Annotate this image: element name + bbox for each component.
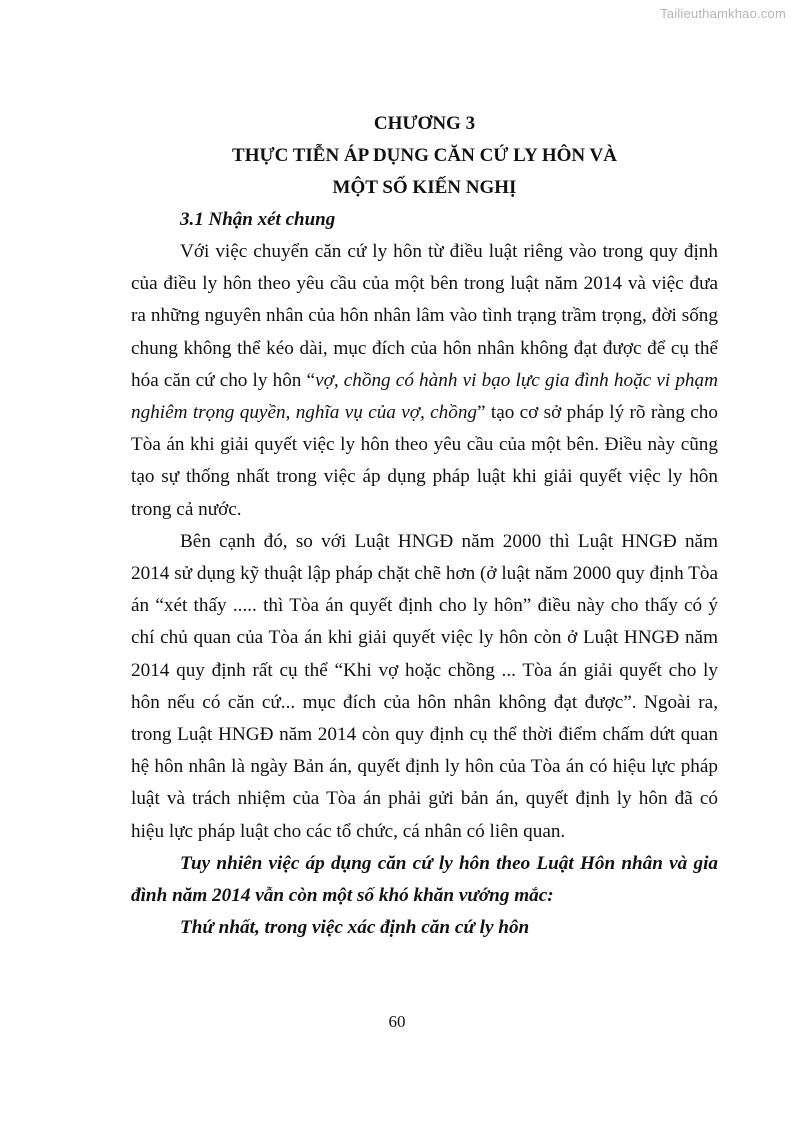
section-title: 3.1 Nhận xét chung — [180, 209, 336, 230]
paragraph-1-part1: Với việc chuyển căn cứ ly hôn từ điều luật riêng vào trong quy định của điều ly hôn theo yêu cầu của một bên trong luật năm 2014 và việc đưa ra những nguyên nhân của hôn nhân lâm vào tình trạng trầm trọng, đời sống chung không thể kéo dài, mục đích của hôn nhân không đạt được để cụ thể hóa căn cứ cho ly hôn “ — [131, 241, 718, 391]
page-content — [131, 108, 718, 944]
paragraph-1 — [131, 236, 718, 526]
watermark: Tailieuthamkhao.com — [660, 6, 786, 21]
chapter-title-line2: MỘT SỐ KIẾN NGHỊ — [332, 177, 517, 198]
paragraph-2: Bên cạnh đó, so với Luật HNGĐ năm 2000 thì Luật HNGĐ năm 2014 sử dụng kỹ thuật lập pháp chặt chẽ hơn (ở luật năm 2000 quy định Tòa án “xét thấy ..... thì Tòa án quyết định cho ly hôn” điều này cho thấy có ý chí chủ quan của Tòa án khi giải quyết việc ly hôn còn ở Luật HNGĐ năm 2014 quy định rất cụ thể “Khi vợ hoặc chồng ... Tòa án giải quyết cho ly hôn nếu có căn cứ... mục đích của hôn nhân không đạt được”. Ngoài ra, trong Luật HNGĐ năm 2014 còn quy định cụ thể thời điểm chấm dứt quan hệ hôn nhân là ngày Bản án, quyết định ly hôn của Tòa án có hiệu lực pháp luật và trách nhiệm của Tòa án phải gửi bản án, quyết định ly hôn đã có hiệu lực pháp luật cho các tổ chức, cá nhân có liên quan. — [131, 530, 718, 842]
paragraph-4: Thứ nhất, trong việc xác định căn cứ ly hôn — [180, 917, 530, 939]
paragraph-3: Tuy nhiên việc áp dụng căn cứ ly hôn theo Luật Hôn nhân và gia đình năm 2014 vẫn còn một số khó khăn vướng mắc: — [131, 852, 718, 907]
chapter-number: CHƯƠNG 3 — [373, 113, 476, 134]
chapter-title-line1: THỰC TIỄN ÁP DỤNG CĂN CỨ LY HÔN VÀ — [232, 145, 617, 166]
page-number: 60 — [388, 1012, 406, 1031]
paragraph-1-quote: vợ, chồng có hành vi bạo lực gia đình hoặc vi phạm nghiêm trọng quyền, nghĩa vụ của vợ, chồng — [131, 369, 718, 424]
paragraph-1-part2: ” tạo cơ sở pháp lý rõ ràng cho Tòa án khi giải quyết việc ly hôn theo yêu cầu của một bên. Điều này cũng tạo sự thống nhất trong việc áp dụng pháp luật khi giải quyết việc ly hôn trong cả nước. — [131, 402, 718, 520]
chapter-heading — [131, 108, 718, 204]
